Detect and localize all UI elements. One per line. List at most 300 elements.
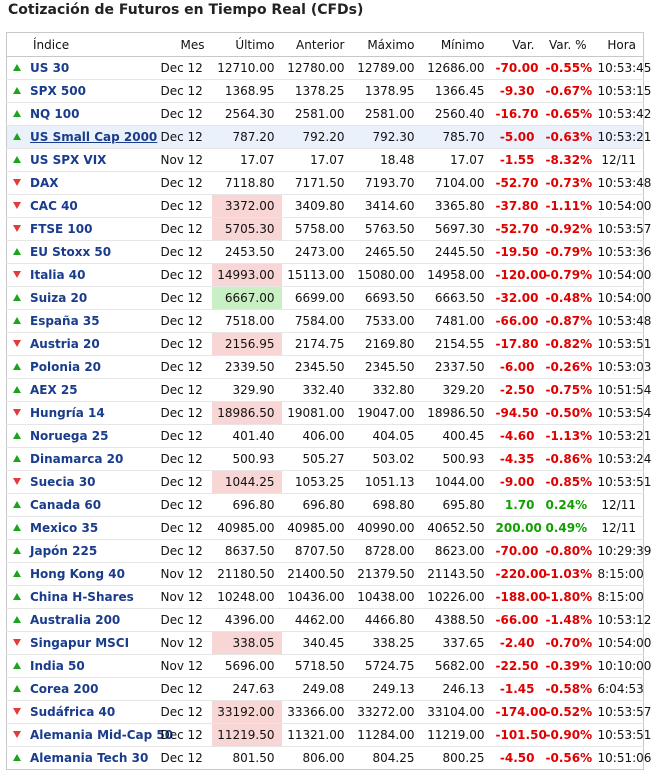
instrument-cell <box>7 80 157 103</box>
low-price-cell: 7481.00 <box>422 310 492 333</box>
previous-price-cell: 5718.50 <box>282 655 352 678</box>
previous-price-cell: 1053.25 <box>282 471 352 494</box>
arrow-down-icon <box>13 271 21 278</box>
change-pct-cell: -0.86% <box>542 448 594 471</box>
change-cell: -2.50 <box>492 379 542 402</box>
time-cell: 10:54:00 <box>594 195 644 218</box>
change-pct-cell: 0.24% <box>542 494 594 517</box>
last-price-cell: 2339.50 <box>212 356 282 379</box>
table-body <box>7 57 652 770</box>
last-price-cell: 11219.50 <box>212 724 282 747</box>
instrument-link[interactable]: Noruega 25 <box>30 429 109 443</box>
change-cell: -37.80 <box>492 195 542 218</box>
instrument-link[interactable]: US Small Cap 2000 <box>30 130 158 144</box>
table-row[interactable] <box>7 195 644 218</box>
month-cell: Dec 12 <box>157 287 212 310</box>
previous-price-cell: 332.40 <box>282 379 352 402</box>
instrument-cell <box>7 517 157 540</box>
change-pct-cell: -0.50% <box>542 402 594 425</box>
last-price-cell: 14993.00 <box>212 264 282 287</box>
low-price-cell: 5697.30 <box>422 218 492 241</box>
time-cell: 10:53:21 <box>594 126 644 149</box>
previous-price-cell: 19081.00 <box>282 402 352 425</box>
low-price-cell: 400.45 <box>422 425 492 448</box>
instrument-link[interactable]: EU Stoxx 50 <box>30 245 112 259</box>
table-row[interactable] <box>7 747 644 770</box>
month-cell: Dec 12 <box>157 517 212 540</box>
page-title: Cotización de Futuros en Tiempo Real (CFDs) <box>8 2 364 18</box>
time-cell: 10:53:48 <box>594 310 644 333</box>
low-price-cell: 2445.50 <box>422 241 492 264</box>
change-cell: -32.00 <box>492 287 542 310</box>
instrument-cell <box>7 701 157 724</box>
last-price-cell: 1044.25 <box>212 471 282 494</box>
change-cell: -70.00 <box>492 57 542 80</box>
previous-price-cell: 340.45 <box>282 632 352 655</box>
previous-price-cell: 6699.00 <box>282 287 352 310</box>
month-cell: Dec 12 <box>157 540 212 563</box>
previous-price-cell: 2345.50 <box>282 356 352 379</box>
time-cell: 12/11 <box>594 517 644 540</box>
instrument-link[interactable]: Canada 60 <box>30 498 102 512</box>
month-cell: Dec 12 <box>157 678 212 701</box>
change-cell: -70.00 <box>492 540 542 563</box>
low-price-cell: 1366.45 <box>422 80 492 103</box>
time-cell: 10:53:12 <box>594 609 644 632</box>
last-price-cell: 500.93 <box>212 448 282 471</box>
month-cell: Dec 12 <box>157 609 212 632</box>
table-row[interactable] <box>7 471 644 494</box>
high-price-cell: 18.48 <box>352 149 422 172</box>
table-row[interactable] <box>7 540 644 563</box>
high-price-cell: 2345.50 <box>352 356 422 379</box>
instrument-cell <box>7 264 157 287</box>
high-price-cell: 1378.95 <box>352 80 422 103</box>
last-price-cell: 696.80 <box>212 494 282 517</box>
instrument-link[interactable]: NQ 100 <box>30 107 80 121</box>
month-cell: Nov 12 <box>157 586 212 609</box>
low-price-cell: 18986.50 <box>422 402 492 425</box>
time-cell: 10:53:21 <box>594 425 644 448</box>
month-cell: Dec 12 <box>157 172 212 195</box>
instrument-link[interactable]: CAC 40 <box>30 199 78 213</box>
low-price-cell: 17.07 <box>422 149 492 172</box>
change-cell: -120.00 <box>492 264 542 287</box>
previous-price-cell: 1378.25 <box>282 80 352 103</box>
instrument-cell <box>7 402 157 425</box>
low-price-cell: 1044.00 <box>422 471 492 494</box>
month-cell: Dec 12 <box>157 103 212 126</box>
table-row[interactable] <box>7 172 644 195</box>
time-cell: 8:15:00 <box>594 563 644 586</box>
time-cell: 10:53:42 <box>594 103 644 126</box>
col-header-hora[interactable]: Hora <box>594 33 644 57</box>
high-price-cell: 2169.80 <box>352 333 422 356</box>
month-cell: Dec 12 <box>157 402 212 425</box>
instrument-cell <box>7 471 157 494</box>
change-cell: -2.40 <box>492 632 542 655</box>
table-row[interactable] <box>7 586 644 609</box>
low-price-cell: 33104.00 <box>422 701 492 724</box>
table-row[interactable] <box>7 333 644 356</box>
arrow-down-icon <box>13 340 21 347</box>
low-price-cell: 246.13 <box>422 678 492 701</box>
high-price-cell: 5763.50 <box>352 218 422 241</box>
change-cell: -174.00 <box>492 701 542 724</box>
instrument-link[interactable]: Sudáfrica 40 <box>30 705 116 719</box>
instrument-link[interactable]: Corea 200 <box>30 682 99 696</box>
last-price-cell: 17.07 <box>212 149 282 172</box>
month-cell: Dec 12 <box>157 218 212 241</box>
table-row[interactable] <box>7 655 644 678</box>
month-cell: Nov 12 <box>157 149 212 172</box>
instrument-cell <box>7 126 157 149</box>
change-pct-cell: -1.48% <box>542 609 594 632</box>
change-pct-cell: -1.11% <box>542 195 594 218</box>
instrument-cell <box>7 379 157 402</box>
instrument-link[interactable]: Polonia 20 <box>30 360 102 374</box>
instrument-cell <box>7 563 157 586</box>
previous-price-cell: 5758.00 <box>282 218 352 241</box>
col-header-var-pct[interactable]: Var. % <box>542 33 594 57</box>
table-row[interactable] <box>7 678 644 701</box>
low-price-cell: 800.25 <box>422 747 492 770</box>
arrow-down-icon <box>13 708 21 715</box>
previous-price-cell: 33366.00 <box>282 701 352 724</box>
table-row[interactable] <box>7 149 644 172</box>
low-price-cell: 8623.00 <box>422 540 492 563</box>
low-price-cell: 3365.80 <box>422 195 492 218</box>
last-price-cell: 18986.50 <box>212 402 282 425</box>
instrument-cell <box>7 287 157 310</box>
high-price-cell: 338.25 <box>352 632 422 655</box>
month-cell: Dec 12 <box>157 471 212 494</box>
change-pct-cell: -0.67% <box>542 80 594 103</box>
last-price-cell: 12710.00 <box>212 57 282 80</box>
instrument-cell <box>7 218 157 241</box>
last-price-cell: 10248.00 <box>212 586 282 609</box>
high-price-cell: 21379.50 <box>352 563 422 586</box>
table-row[interactable] <box>7 310 644 333</box>
previous-price-cell: 505.27 <box>282 448 352 471</box>
arrow-up-icon <box>13 386 21 393</box>
table-row[interactable] <box>7 218 644 241</box>
col-header-indice[interactable]: Índice <box>7 33 157 57</box>
time-cell: 10:53:51 <box>594 333 644 356</box>
instrument-cell <box>7 241 157 264</box>
last-price-cell: 4396.00 <box>212 609 282 632</box>
last-price-cell: 801.50 <box>212 747 282 770</box>
instrument-cell <box>7 310 157 333</box>
instrument-link[interactable]: AEX 25 <box>30 383 78 397</box>
change-pct-cell: -0.85% <box>542 471 594 494</box>
instrument-cell <box>7 172 157 195</box>
instrument-link[interactable]: US 30 <box>30 61 70 75</box>
change-pct-cell: -0.58% <box>542 678 594 701</box>
previous-price-cell: 2581.00 <box>282 103 352 126</box>
last-price-cell: 21180.50 <box>212 563 282 586</box>
last-price-cell: 401.40 <box>212 425 282 448</box>
time-cell: 10:53:15 <box>594 80 644 103</box>
arrow-down-icon <box>13 731 21 738</box>
instrument-link[interactable]: Italia 40 <box>30 268 86 282</box>
month-cell: Dec 12 <box>157 494 212 517</box>
instrument-link[interactable]: Suecia 30 <box>30 475 96 489</box>
arrow-up-icon <box>13 754 21 761</box>
month-cell: Dec 12 <box>157 195 212 218</box>
month-cell: Dec 12 <box>157 126 212 149</box>
table-row[interactable] <box>7 264 644 287</box>
arrow-up-icon <box>13 501 21 508</box>
time-cell: 10:53:51 <box>594 471 644 494</box>
last-price-cell: 5696.00 <box>212 655 282 678</box>
time-cell: 10:53:03 <box>594 356 644 379</box>
change-cell: -17.80 <box>492 333 542 356</box>
previous-price-cell: 806.00 <box>282 747 352 770</box>
high-price-cell: 2581.00 <box>352 103 422 126</box>
change-cell: -19.50 <box>492 241 542 264</box>
instrument-link[interactable]: Hungría 14 <box>30 406 105 420</box>
low-price-cell: 4388.50 <box>422 609 492 632</box>
low-price-cell: 40652.50 <box>422 517 492 540</box>
low-price-cell: 695.80 <box>422 494 492 517</box>
change-pct-cell: -0.73% <box>542 172 594 195</box>
high-price-cell: 332.80 <box>352 379 422 402</box>
instrument-link[interactable]: SPX 500 <box>30 84 86 98</box>
change-pct-cell: -0.63% <box>542 126 594 149</box>
previous-price-cell: 40985.00 <box>282 517 352 540</box>
arrow-up-icon <box>13 593 21 600</box>
instrument-link[interactable]: Alemania Tech 30 <box>30 751 149 765</box>
last-price-cell: 33192.00 <box>212 701 282 724</box>
time-cell: 10:51:54 <box>594 379 644 402</box>
instrument-cell <box>7 632 157 655</box>
month-cell: Nov 12 <box>157 655 212 678</box>
month-cell: Dec 12 <box>157 701 212 724</box>
arrow-up-icon <box>13 110 21 117</box>
previous-price-cell: 10436.00 <box>282 586 352 609</box>
change-cell: -4.35 <box>492 448 542 471</box>
change-pct-cell: -0.26% <box>542 356 594 379</box>
table-row[interactable] <box>7 448 644 471</box>
col-header-ultimo[interactable]: Último <box>212 33 282 57</box>
change-pct-cell: -0.48% <box>542 287 594 310</box>
table-row[interactable] <box>7 287 644 310</box>
instrument-link[interactable]: China H-Shares <box>30 590 134 604</box>
high-price-cell: 40990.00 <box>352 517 422 540</box>
low-price-cell: 14958.00 <box>422 264 492 287</box>
last-price-cell: 338.05 <box>212 632 282 655</box>
time-cell: 8:15:00 <box>594 586 644 609</box>
low-price-cell: 21143.50 <box>422 563 492 586</box>
arrow-down-icon <box>13 409 21 416</box>
col-header-maximo[interactable]: Máximo <box>352 33 422 57</box>
previous-price-cell: 4462.00 <box>282 609 352 632</box>
change-cell: 200.00 <box>492 517 542 540</box>
high-price-cell: 8728.00 <box>352 540 422 563</box>
last-price-cell: 2156.95 <box>212 333 282 356</box>
high-price-cell: 11284.00 <box>352 724 422 747</box>
table-row[interactable] <box>7 494 644 517</box>
low-price-cell: 5682.00 <box>422 655 492 678</box>
instrument-link[interactable]: Dinamarca 20 <box>30 452 124 466</box>
month-cell: Dec 12 <box>157 264 212 287</box>
arrow-up-icon <box>13 294 21 301</box>
arrow-up-icon <box>13 133 21 140</box>
month-cell: Dec 12 <box>157 379 212 402</box>
change-pct-cell: -0.87% <box>542 310 594 333</box>
high-price-cell: 404.05 <box>352 425 422 448</box>
instrument-cell <box>7 747 157 770</box>
time-cell: 10:51:06 <box>594 747 644 770</box>
time-cell: 10:53:48 <box>594 172 644 195</box>
table-row[interactable] <box>7 609 644 632</box>
previous-price-cell: 2473.00 <box>282 241 352 264</box>
time-cell: 10:54:00 <box>594 632 644 655</box>
low-price-cell: 6663.50 <box>422 287 492 310</box>
col-header-anterior[interactable]: Anterior <box>282 33 352 57</box>
table-row[interactable] <box>7 724 644 747</box>
instrument-cell <box>7 586 157 609</box>
instrument-link[interactable]: Alemania Mid-Cap 50 <box>30 728 174 742</box>
table-row[interactable] <box>7 241 644 264</box>
table-row[interactable] <box>7 402 644 425</box>
arrow-up-icon <box>13 524 21 531</box>
change-pct-cell: -0.56% <box>542 747 594 770</box>
instrument-link[interactable]: España 35 <box>30 314 100 328</box>
table-row[interactable] <box>7 57 644 80</box>
high-price-cell: 12789.00 <box>352 57 422 80</box>
change-pct-cell: -0.70% <box>542 632 594 655</box>
table-row[interactable] <box>7 517 644 540</box>
change-cell: -52.70 <box>492 218 542 241</box>
table-row[interactable] <box>7 103 644 126</box>
instrument-cell <box>7 333 157 356</box>
instrument-link[interactable]: FTSE 100 <box>30 222 93 236</box>
instrument-cell <box>7 149 157 172</box>
change-pct-cell: -0.80% <box>542 540 594 563</box>
previous-price-cell: 7171.50 <box>282 172 352 195</box>
table-row[interactable] <box>7 425 644 448</box>
change-cell: -6.00 <box>492 356 542 379</box>
last-price-cell: 3372.00 <box>212 195 282 218</box>
change-pct-cell: -0.55% <box>542 57 594 80</box>
instrument-link[interactable]: Australia 200 <box>30 613 121 627</box>
change-cell: -5.00 <box>492 126 542 149</box>
high-price-cell: 7533.00 <box>352 310 422 333</box>
last-price-cell: 2453.50 <box>212 241 282 264</box>
instrument-link[interactable]: Suiza 20 <box>30 291 88 305</box>
change-cell: -52.70 <box>492 172 542 195</box>
month-cell: Dec 12 <box>157 241 212 264</box>
arrow-up-icon <box>13 248 21 255</box>
previous-price-cell: 12780.00 <box>282 57 352 80</box>
high-price-cell: 804.25 <box>352 747 422 770</box>
col-header-minimo[interactable]: Mínimo <box>422 33 492 57</box>
last-price-cell: 7118.80 <box>212 172 282 195</box>
time-cell: 10:53:51 <box>594 724 644 747</box>
table-row[interactable] <box>7 126 644 149</box>
arrow-up-icon <box>13 363 21 370</box>
change-pct-cell: -8.32% <box>542 149 594 172</box>
change-pct-cell: -0.90% <box>542 724 594 747</box>
change-cell: -220.00 <box>492 563 542 586</box>
header-row <box>7 33 644 57</box>
high-price-cell: 10438.00 <box>352 586 422 609</box>
change-cell: -94.50 <box>492 402 542 425</box>
change-pct-cell: -0.52% <box>542 701 594 724</box>
instrument-link[interactable]: Hong Kong 40 <box>30 567 125 581</box>
arrow-up-icon <box>13 616 21 623</box>
instrument-cell <box>7 655 157 678</box>
instrument-cell <box>7 609 157 632</box>
high-price-cell: 2465.50 <box>352 241 422 264</box>
high-price-cell: 5724.75 <box>352 655 422 678</box>
time-cell: 10:53:36 <box>594 241 644 264</box>
time-cell: 12/11 <box>594 149 644 172</box>
change-cell: 1.70 <box>492 494 542 517</box>
month-cell: Dec 12 <box>157 356 212 379</box>
high-price-cell: 15080.00 <box>352 264 422 287</box>
last-price-cell: 8637.50 <box>212 540 282 563</box>
table-row[interactable] <box>7 80 644 103</box>
table-row[interactable] <box>7 632 644 655</box>
instrument-link[interactable]: Singapur MSCI <box>30 636 130 650</box>
low-price-cell: 10226.00 <box>422 586 492 609</box>
instrument-link[interactable]: Mexico 35 <box>30 521 99 535</box>
arrow-up-icon <box>13 156 21 163</box>
arrow-up-icon <box>13 685 21 692</box>
low-price-cell: 329.20 <box>422 379 492 402</box>
table-row[interactable] <box>7 379 644 402</box>
month-cell: Dec 12 <box>157 425 212 448</box>
last-price-cell: 329.90 <box>212 379 282 402</box>
futures-table <box>6 32 652 770</box>
instrument-cell <box>7 678 157 701</box>
high-price-cell: 1051.13 <box>352 471 422 494</box>
low-price-cell: 2560.40 <box>422 103 492 126</box>
table-row[interactable] <box>7 563 644 586</box>
instrument-link[interactable]: DAX <box>30 176 59 190</box>
change-cell: -16.70 <box>492 103 542 126</box>
low-price-cell: 11219.00 <box>422 724 492 747</box>
change-pct-cell: -0.39% <box>542 655 594 678</box>
instrument-link[interactable]: Japón 225 <box>30 544 98 558</box>
col-header-var[interactable]: Var. <box>492 33 542 57</box>
low-price-cell: 2337.50 <box>422 356 492 379</box>
arrow-down-icon <box>13 639 21 646</box>
table-row[interactable] <box>7 356 644 379</box>
instrument-link[interactable]: India 50 <box>30 659 85 673</box>
arrow-up-icon <box>13 87 21 94</box>
time-cell: 10:29:39 <box>594 540 644 563</box>
change-pct-cell: -0.79% <box>542 264 594 287</box>
previous-price-cell: 249.08 <box>282 678 352 701</box>
change-cell: -1.55 <box>492 149 542 172</box>
table-row[interactable] <box>7 701 644 724</box>
previous-price-cell: 3409.80 <box>282 195 352 218</box>
change-pct-cell: -0.65% <box>542 103 594 126</box>
last-price-cell: 787.20 <box>212 126 282 149</box>
instrument-link[interactable]: Austria 20 <box>30 337 100 351</box>
instrument-link[interactable]: US SPX VIX <box>30 153 107 167</box>
arrow-down-icon <box>13 202 21 209</box>
instrument-cell <box>7 448 157 471</box>
month-cell: Dec 12 <box>157 80 212 103</box>
change-cell: -1.45 <box>492 678 542 701</box>
low-price-cell: 500.93 <box>422 448 492 471</box>
col-header-mes[interactable]: Mes <box>157 33 212 57</box>
